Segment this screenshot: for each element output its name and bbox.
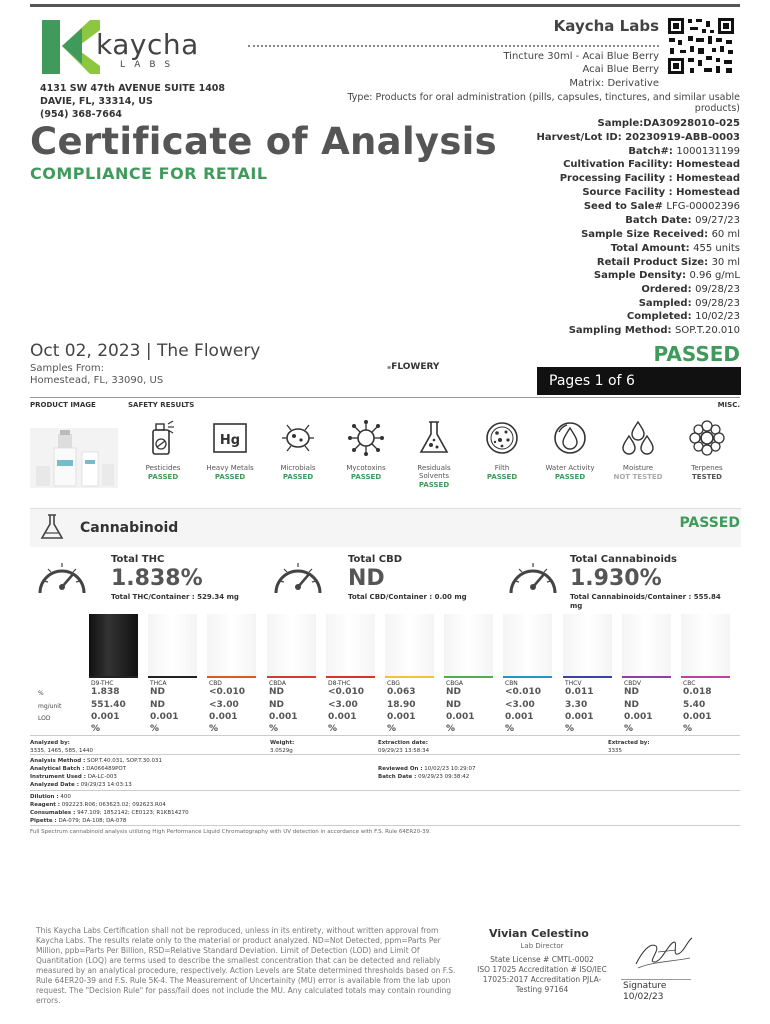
info-row (560, 173, 740, 184)
cannabinoid-unit: % (328, 724, 338, 734)
solvents-icon (414, 418, 454, 458)
safety-item (471, 418, 533, 481)
info-row (598, 118, 740, 129)
info-value: 09/28/23 (695, 284, 740, 295)
cannabinoid-pct: 1.838 (91, 687, 120, 697)
info-value: Homestead (676, 159, 740, 170)
cannabinoid-lod: 0.001 (624, 712, 653, 722)
cannabinoid-mg: ND (269, 700, 285, 710)
gauge-icon (268, 553, 328, 598)
safety-item (267, 418, 329, 481)
detail-rule (30, 735, 740, 736)
info-value: 20230919-ABB-0003 (625, 132, 740, 143)
cannabinoid-bar (89, 614, 138, 676)
total-cannabinoids-value: 1.930% (570, 566, 662, 591)
lab-name: Kaycha Labs (553, 17, 659, 35)
total-thc-container: Total THC/Container : 529.34 mg (111, 593, 239, 601)
signature-label: Signature (623, 981, 667, 991)
signer-role: Lab Director (520, 942, 564, 950)
signature-image (628, 932, 698, 974)
info-value: 10/02/23 (695, 311, 740, 322)
info-label: Sample Size Received: (581, 229, 712, 240)
cannabinoid-name: THCA (150, 680, 167, 687)
cannabinoid-pct: <0.010 (209, 687, 246, 697)
product-image-label: PRODUCT IMAGE (30, 401, 96, 409)
cannabinoid-color-bar (563, 676, 612, 678)
safety-name: Filth (494, 464, 510, 472)
cannabinoid-bar (267, 614, 316, 676)
info-row (536, 132, 740, 143)
cannabinoid-mg: ND (624, 700, 640, 710)
cannabinoid-mg: 5.40 (683, 700, 706, 710)
reagent-details: Dilution : 400 Reagent : 092223.R06; 063623.02; 092623.R04 Consumables : 947.109; 1852142; CE0123; R1KB14270 Pipette : DA-079; DA-108; DA-078 (30, 794, 189, 824)
info-label: Cultivation Facility: (563, 159, 677, 170)
cannabinoid-pct: 0.063 (387, 687, 416, 697)
safety-status: PASSED (147, 473, 179, 481)
row-label-mg: mg/unit (38, 703, 62, 710)
client-logo: ≡FLOWERY (387, 362, 440, 372)
cannabinoid-color-bar (267, 676, 316, 678)
info-row (594, 270, 740, 281)
heavy-metals-icon (210, 418, 250, 458)
cannabinoid-color-bar (326, 676, 375, 678)
info-row (597, 257, 740, 268)
detail-rule (30, 754, 740, 755)
lab-address: 4131 SW 47th AVENUE SUITE 1408 DAVIE, FL, 33314, US (954) 368-7664 (40, 83, 226, 120)
info-row (641, 284, 740, 295)
info-row (627, 311, 740, 322)
extraction-date: Extraction date: 09/29/23 13:58:34 (378, 740, 430, 754)
cannabinoid-mg: ND (150, 700, 166, 710)
cannabinoid-unit: % (446, 724, 456, 734)
safety-name: Mycotoxins (346, 464, 386, 472)
cannabinoid-name: D8-THC (328, 680, 351, 687)
cannabinoid-lod: 0.001 (387, 712, 416, 722)
water-activity-icon (550, 418, 590, 458)
info-label: Sampling Method: (568, 325, 676, 336)
cannabinoid-unit: % (269, 724, 279, 734)
cannabinoid-lod: 0.001 (91, 712, 120, 722)
safety-item (676, 418, 738, 481)
signature-date: 10/02/23 (623, 992, 664, 1002)
info-label: Source Facility : (582, 187, 677, 198)
cannabinoid-lod: 0.001 (328, 712, 357, 722)
safety-status: PASSED (282, 473, 314, 481)
info-row (639, 298, 740, 309)
info-label: Completed: (626, 311, 696, 322)
cannabinoid-lod: 0.001 (565, 712, 594, 722)
cannabinoid-unit: % (91, 724, 101, 734)
analysis-details: Analysis Method : SOP.T.40.031, SOP.T.30.031 Analytical Batch : DA066489POT Instrument Used : DA-LC-003 Analyzed Date : 09/29/23 14:03:13 (30, 758, 162, 788)
cannabinoid-pct: ND (150, 687, 166, 697)
cannabinoid-bar (444, 614, 493, 676)
disclaimer: This Kaycha Labs Certification shall not be reproduced, unless in its entirety, without written approval from Kaycha Labs. The results relate only to the material or product analyzed. ND=Not Detected, ppm=Parts Per Million, ppb=Parts Per Billion, RSD=Relative Standard Deviation. Limit of Detection (LOD) and Limit Of Quantitation (LOQ) are terms used to describe the smallest concentration that can be detected and reliably measured by an analytical procedure, respectively. Action Levels are State determined thresholds based on F.S. Rule 64ER20-39 and F.S. Rule 5K-4. The Measurement of Uncertainity (MU) error is available from the lab upon request. The "Decision Rule" for pass/fail does not include the MU. Any calculated totals may contain rounding errors. (36, 926, 456, 1005)
safety-name: Terpenes (691, 464, 723, 472)
safety-item (335, 418, 397, 481)
safety-name: Microbials (280, 464, 316, 472)
cannabinoid-color-bar (89, 676, 138, 678)
safety-item (199, 418, 261, 481)
info-value: 60 ml (711, 229, 740, 240)
safety-status: PASSED (418, 481, 450, 489)
cannabinoid-bar (148, 614, 197, 676)
total-cannabinoids-container: Total Cannabinoids/Container : 555.84 (570, 593, 721, 601)
info-row (581, 229, 740, 240)
info-value: 1000131199 (676, 146, 740, 157)
info-label: Total Amount: (610, 243, 694, 254)
info-label: Sample: (597, 118, 644, 129)
safety-name: Residuals Solvents (417, 464, 451, 480)
info-label: Sampled: (638, 298, 696, 309)
cannabinoid-pct: 0.018 (683, 687, 712, 697)
cannabinoid-pct: ND (446, 687, 462, 697)
product-matrix: Matrix: Derivative (569, 78, 659, 89)
safety-status: NOT TESTED (613, 473, 663, 481)
info-label: Sample Density: (593, 270, 690, 281)
flask-icon (38, 512, 66, 542)
heavy-metals-symbol: Hg (219, 433, 241, 448)
cannabinoid-name: CBN (505, 680, 518, 687)
detail-rule (30, 825, 740, 826)
info-label: Retail Product Size: (596, 257, 712, 268)
total-cbd-container: Total CBD/Container : 0.00 mg (348, 593, 467, 601)
section-rule (30, 397, 740, 398)
gauge-icon (32, 553, 92, 598)
qr-code-icon (666, 16, 736, 76)
cannabinoid-unit: % (683, 724, 693, 734)
total-cbd-value: ND (348, 566, 385, 591)
safety-item (403, 418, 465, 489)
cannabinoid-pct: ND (269, 687, 285, 697)
cannabinoid-lod: 0.001 (446, 712, 475, 722)
cannabinoid-unit: % (209, 724, 219, 734)
cannabinoid-name: CBDA (269, 680, 286, 687)
mycotoxins-icon (346, 418, 386, 458)
method-note: Full Spectrum cannabinoid analysis utilizing High Performance Liquid Chromatography with UV detection in accordance with F.S. Rule 64ER20-39. (30, 829, 431, 835)
safety-status: PASSED (214, 473, 246, 481)
safety-item (132, 418, 194, 481)
weight: Weight: 3.0529g (270, 740, 295, 754)
cannabinoid-unit: % (565, 724, 575, 734)
cannabinoid-unit: % (624, 724, 634, 734)
cannabinoid-color-bar (622, 676, 671, 678)
product-image (30, 428, 118, 488)
info-label: Batch#: (628, 146, 677, 157)
cannabinoid-lod: 0.001 (269, 712, 298, 722)
overall-status: PASSED (653, 342, 740, 366)
info-label: Batch Date: (625, 215, 696, 226)
info-value: 09/28/23 (695, 298, 740, 309)
terpenes-icon (687, 418, 727, 458)
safety-name: Water Activity (545, 464, 595, 472)
cannabinoid-lod: 0.001 (150, 712, 179, 722)
cannabinoid-name: CBD (209, 680, 222, 687)
cannabinoid-name: THCV (565, 680, 582, 687)
gauge-icon (503, 553, 563, 598)
info-value: 09/27/23 (695, 215, 740, 226)
info-value: 455 units (693, 243, 740, 254)
info-row (563, 159, 740, 170)
product-type-cont: products) (694, 103, 740, 114)
cannabinoid-color-bar (148, 676, 197, 678)
cannabinoid-bar (326, 614, 375, 676)
cannabinoid-bar (563, 614, 612, 676)
review-details: Reviewed On : 10/02/23 10:29:07 Batch Date : 09/29/23 09:38:42 (378, 766, 476, 780)
cannabinoid-color-bar (681, 676, 730, 678)
top-rule (30, 4, 740, 7)
cannabinoid-mg: ND (446, 700, 462, 710)
total-thc-label: Total THC (111, 554, 165, 565)
info-value: LFG-00002396 (666, 201, 740, 212)
total-cbd-label: Total CBD (348, 554, 403, 565)
total-thc-value: 1.838% (111, 566, 203, 591)
page-title: Certificate of Analysis (30, 120, 497, 163)
cannabinoid-lod: 0.001 (683, 712, 712, 722)
license-info: State License # CMTL-0002 ISO 17025 Accreditation # ISO/IEC 17025:2017 Accreditation PJLA- Testing 97164 (477, 955, 607, 994)
safety-status: PASSED (554, 473, 586, 481)
info-label: Processing Facility : (559, 173, 677, 184)
product-flavor: Acai Blue Berry (582, 64, 659, 75)
cannabinoid-color-bar (207, 676, 256, 678)
detail-rule (30, 790, 740, 791)
info-label: Seed to Sale# (583, 201, 667, 212)
cannabinoid-color-bar (444, 676, 493, 678)
filth-icon (482, 418, 522, 458)
logo-word: kaycha (96, 28, 199, 61)
cannabinoid-pct: 0.011 (565, 687, 594, 697)
cannabinoid-name: CBGA (446, 680, 463, 687)
cannabinoid-pct: <0.010 (505, 687, 542, 697)
info-row (628, 146, 740, 157)
info-row (569, 325, 740, 336)
safety-name: Pesticides (145, 464, 181, 472)
cannabinoid-mg: <3.00 (328, 700, 358, 710)
info-label: Ordered: (641, 284, 696, 295)
cannabinoid-color-bar (385, 676, 434, 678)
extracted-by: Extracted by: 3335 (608, 740, 650, 754)
cannabinoid-mg: 18.90 (387, 700, 416, 710)
row-label-pct: % (38, 690, 44, 697)
cannabinoid-pct: ND (624, 687, 640, 697)
info-row (625, 215, 740, 226)
cannabinoid-lod: 0.001 (505, 712, 534, 722)
info-row (584, 201, 740, 212)
safety-status: PASSED (350, 473, 382, 481)
product-type: Type: Products for oral administration (pills, capsules, tinctures, and similar usable (347, 92, 740, 103)
cannabinoid-mg: 3.30 (565, 700, 588, 710)
info-value: SOP.T.20.010 (675, 325, 740, 336)
info-value: DA30928010-025 (643, 118, 740, 129)
cannabinoid-bar (207, 614, 256, 676)
cannabinoid-bar (681, 614, 730, 676)
safety-name: Heavy Metals (206, 464, 254, 472)
cannabinoid-name: D9-THC (91, 680, 114, 687)
safety-status: TESTED (692, 473, 722, 481)
cannabinoid-status: PASSED (679, 515, 740, 531)
cannabinoid-bar (622, 614, 671, 676)
safety-item (607, 418, 669, 481)
moisture-icon (618, 418, 658, 458)
info-value: 30 ml (711, 257, 740, 268)
cannabinoid-unit: % (150, 724, 160, 734)
safety-results-label: SAFETY RESULTS (128, 401, 195, 409)
cannabinoid-title: Cannabinoid (80, 520, 179, 536)
page-count: Pages 1 of 6 (537, 367, 741, 395)
info-row (611, 243, 740, 254)
cannabinoid-bar (503, 614, 552, 676)
cannabinoid-bar (385, 614, 434, 676)
cannabinoid-lod: 0.001 (209, 712, 238, 722)
cannabinoid-name: CBC (683, 680, 696, 687)
dotted-rule (248, 45, 659, 47)
info-label: Harvest/Lot ID: (536, 132, 626, 143)
misc-label: MISC. (717, 401, 740, 409)
logo-sub: LABS (120, 60, 180, 70)
analyzed-by: Analyzed by: 3335, 1465, 585, 1440 (30, 740, 93, 754)
microbials-icon (278, 418, 318, 458)
report-date-client: Oct 02, 2023 | The Flowery (30, 341, 261, 361)
cannabinoid-name: CBDV (624, 680, 641, 687)
row-label-lod: LOD (38, 715, 51, 722)
safety-item (539, 418, 601, 481)
info-value: Homestead (676, 173, 740, 184)
safety-name: Moisture (622, 464, 654, 472)
cannabinoid-pct: <0.010 (328, 687, 365, 697)
signature-line (621, 979, 691, 980)
cannabinoid-mg: <3.00 (505, 700, 535, 710)
product-name: Tincture 30ml - Acai Blue Berry (503, 51, 659, 62)
safety-status: PASSED (486, 473, 518, 481)
cannabinoid-unit: % (387, 724, 397, 734)
total-cannabinoids-label: Total Cannabinoids (570, 554, 677, 565)
samples-from: Samples From: Homestead, FL, 33090, US (30, 363, 164, 386)
cannabinoid-mg: 551.40 (91, 700, 126, 710)
signer-name: Vivian Celestino (489, 927, 589, 940)
cannabinoid-unit: % (505, 724, 515, 734)
pesticide-icon (143, 418, 183, 458)
info-row (582, 187, 740, 198)
info-value: Homestead (676, 187, 740, 198)
total-cannabinoids-container-unit: mg (570, 602, 583, 610)
cannabinoid-color-bar (503, 676, 552, 678)
cannabinoid-name: CBG (387, 680, 400, 687)
cannabinoid-mg: <3.00 (209, 700, 239, 710)
info-value: 0.96 g/mL (689, 270, 740, 281)
page-subtitle: COMPLIANCE FOR RETAIL (30, 164, 268, 183)
